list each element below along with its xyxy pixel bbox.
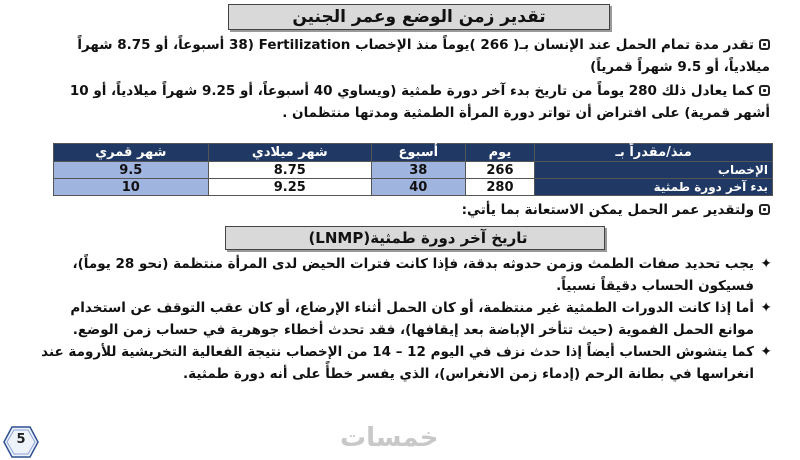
paragraph-text: كما يعادل ذلك 280 يوماً من تاريخ بدء آخر دورة طمثية (ويساوي 40 أسبوعاً، أو 9.25 شهراً ميلادياً، أو 10 أشهر قمرية) على افتراض أن تواتر دورة المرأة الطمثية ومدتها منتظمان . [69, 83, 770, 121]
column-header: شهر ميلادي [208, 144, 371, 162]
table-cell: 10 [54, 179, 209, 196]
four-point-star-icon: ✦ [760, 300, 772, 316]
table-cell: 8.75 [208, 162, 371, 179]
section-title [225, 226, 605, 250]
column-header: منذ/مقدراً بـ [535, 144, 773, 162]
column-header: يوم [465, 144, 535, 162]
list-item [30, 298, 772, 341]
four-point-star-icon: ✦ [760, 256, 772, 272]
square-bullet-icon [759, 204, 770, 215]
table-cell: 9.25 [208, 179, 371, 196]
list-item [30, 342, 772, 385]
table-cell: 9.5 [54, 162, 209, 179]
table-row [54, 179, 773, 196]
paragraph-gestation-duration [50, 34, 770, 78]
table-cell: 266 [465, 162, 535, 179]
table-cell: 40 [372, 179, 466, 196]
paragraph-lmp-equivalent [50, 80, 770, 124]
square-bullet-icon [759, 85, 770, 96]
table-cell: 38 [372, 162, 466, 179]
section-title-text: تاريخ آخر دورة طمثية [370, 229, 528, 247]
row-label: بدء آخر دورة طمثية [535, 179, 773, 196]
list-item [30, 254, 772, 297]
list-item-text: يجب تحديد صفات الطمث وزمن حدوثه بدقة، فإذا كانت فترات الحيض لدى المرأة منتظمة (نحو 28 يوماً)، فسيكون الحساب دقيقاً نسبياً. [72, 256, 754, 294]
table-row [54, 162, 773, 179]
list-item-text: أما إذا كانت الدورات الطمثية غير منتظمة، أو كان الحمل أثناء الإرضاع، أو كان عقب التوقف عن استخدام موانع الحمل الفموية (حيث تتأخر الإباضة بعد إيقافها)، فقد تحدث أخطاء جوهرية في حساب زمن الوضع. [70, 300, 754, 338]
gestation-table [53, 143, 773, 196]
paragraph-text: تقدر مدة تمام الحمل عند الإنسان بـ( 266 )يوماً منذ الإخصاب Fertilization (38 أسبوعاً، أو 8.75 شهراً ميلادياً، أو 9.5 شهراً قمرياً) [77, 37, 770, 75]
column-header: شهر قمري [54, 144, 209, 162]
paragraph-text: ولتقدير عمر الحمل يمكن الاستعانة بما يأتي: [461, 202, 754, 218]
page-title-text: تقدير زمن الوضع وعمر الجنين [292, 7, 546, 27]
list-item-text: كما يتشوش الحساب أيضاً إذا حدث نزف في اليوم 12 – 14 من الإخصاب نتيجة الفعالية التخريشية للأرومة عند انغراسها في بطانة الرحم (إدماء زمن الانغراس)، الذي يفسر خطأً على أنه دورة طمثية. [41, 344, 754, 382]
watermark: خمسات [340, 423, 439, 453]
section-abbreviation: (LNMP) [308, 229, 371, 247]
table-header-row [54, 144, 773, 162]
page-title [228, 4, 610, 30]
row-label: الإخصاب [535, 162, 773, 179]
paragraph-estimation-intro [50, 199, 770, 221]
column-header: أسبوع [372, 144, 466, 162]
page-number: 5 [16, 432, 26, 447]
lnmp-notes-list [30, 254, 772, 386]
square-bullet-icon [759, 39, 770, 50]
table-cell: 280 [465, 179, 535, 196]
four-point-star-icon: ✦ [760, 344, 772, 360]
